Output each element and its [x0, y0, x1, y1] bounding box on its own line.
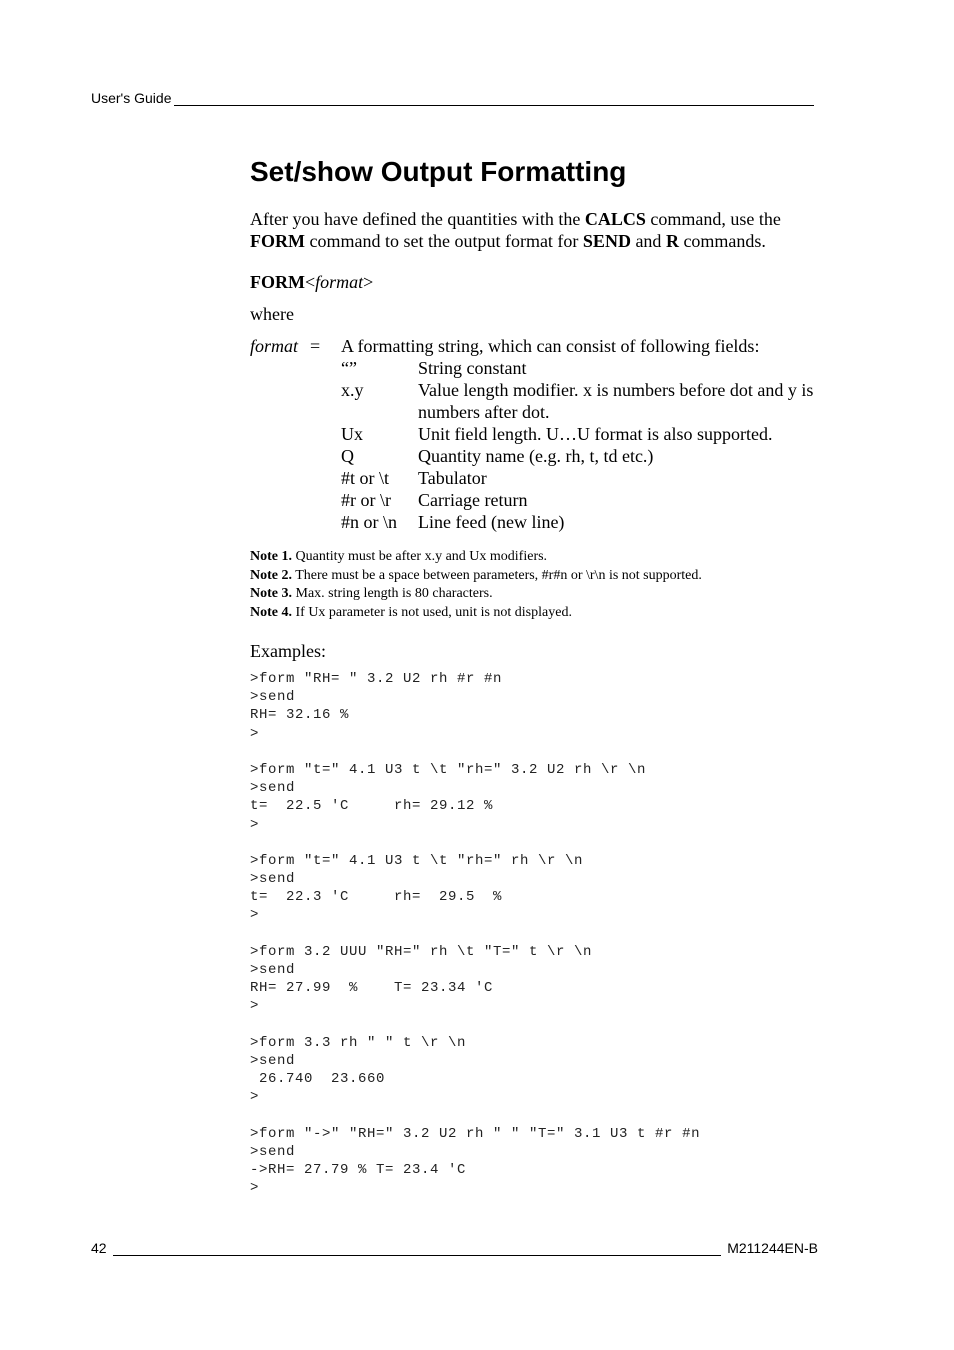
where-label: where [250, 304, 294, 324]
note-item [250, 567, 830, 586]
example-line: >form "t=" 4.1 U3 t \t "rh=" 3.2 U2 rh \r \n [250, 761, 647, 778]
example-line: >form "->" "RH=" 3.2 U2 rh " " "T=" 3.1 U3 t #r #n [250, 1125, 701, 1142]
r-command: R [665, 231, 679, 251]
example-line: >form "RH= " 3.2 U2 rh #r #n [250, 671, 503, 687]
example-line: >form 3.2 UUU "RH=" rh \t "T=" t \r \n [250, 943, 593, 960]
definition-description: A formatting string, which can consist of following fields: [341, 336, 760, 356]
field-code: x.y [341, 380, 364, 400]
page-number: 42 [91, 1240, 107, 1256]
field-description: Value length modifier. x is numbers before dot and y is numbers after dot. [418, 380, 814, 422]
example-line: > [250, 907, 260, 924]
notes-list [250, 548, 830, 622]
field-code: #r or \r [341, 490, 391, 510]
example-block [250, 852, 830, 925]
example-line: >form "t=" 4.1 U3 t \t "rh=" rh \r \n [250, 852, 584, 869]
examples-label: Examples: [250, 641, 326, 661]
footer-rule [113, 1243, 722, 1256]
field-description: Tabulator [418, 468, 487, 488]
example-line: >send [250, 1052, 296, 1069]
header-title: User's Guide [91, 90, 172, 106]
note-text: Quantity must be after x.y and Ux modifiers. [292, 549, 548, 564]
example-line: RH= 27.99 % T= 23.34 'C [250, 980, 494, 997]
format-field-row [341, 467, 830, 489]
example-line: >send [250, 871, 296, 888]
example-line: t= 22.5 'C rh= 29.12 % [250, 798, 494, 815]
example-block [250, 761, 830, 834]
examples-list [250, 670, 830, 1197]
field-code: Q [341, 446, 354, 466]
note-text: There must be a space between parameters, #r#n or \r\n is not supported. [292, 567, 702, 583]
field-code: #t or \t [341, 468, 389, 488]
note-label: Note 2. [250, 567, 292, 583]
example-block [250, 670, 830, 743]
command-syntax: FORM<format> [250, 272, 374, 292]
example-line: >send [250, 689, 296, 706]
field-description: Carriage return [418, 490, 528, 510]
example-line: > [250, 725, 260, 742]
note-label: Note 3. [250, 586, 292, 601]
field-description: String constant [418, 358, 527, 378]
example-line: ->RH= 27.79 % T= 23.4 'C [250, 1162, 467, 1179]
field-description: Line feed (new line) [418, 512, 565, 532]
form-command: FORM [250, 231, 305, 251]
example-line: t= 22.3 'C rh= 29.5 % [250, 889, 503, 906]
note-text: Max. string length is 80 characters. [292, 586, 493, 601]
note-label: Note 4. [250, 604, 292, 620]
example-line: > [250, 1180, 260, 1197]
send-command: SEND [582, 231, 631, 251]
example-line: RH= 32.16 % [250, 707, 350, 724]
format-field-list [341, 357, 830, 533]
format-field-row [341, 445, 830, 467]
note-item [250, 604, 830, 623]
example-line: >send [250, 780, 296, 797]
note-item [250, 548, 830, 567]
field-description: Quantity name (e.g. rh, t, td etc.) [418, 446, 654, 466]
format-field-row [341, 511, 830, 533]
field-description: Unit field length. U…U format is also supported. [418, 424, 773, 444]
header-rule [174, 93, 814, 106]
format-definition [250, 335, 830, 533]
format-field-row [341, 489, 830, 511]
calcs-command: CALCS [584, 209, 646, 229]
format-field-row [341, 357, 830, 379]
field-code: #n or \n [341, 512, 397, 532]
example-line: >send [250, 962, 296, 978]
example-block [250, 1034, 830, 1107]
section-title: Set/show Output Formatting [250, 156, 627, 187]
page-footer [91, 1240, 818, 1256]
definition-equals: = [310, 336, 321, 356]
field-code: Ux [341, 424, 363, 444]
page-content [250, 150, 830, 1197]
example-block [250, 943, 830, 1016]
example-line: > [250, 998, 260, 1015]
document-id: M211244EN-B [727, 1240, 818, 1256]
field-code: “” [341, 358, 357, 378]
example-line: >form 3.3 rh " " t \r \n [250, 1034, 467, 1051]
example-block [250, 1125, 830, 1198]
definition-term: format [250, 336, 299, 356]
example-line: > [250, 816, 260, 833]
page-header [91, 90, 814, 106]
note-text: If Ux parameter is not used, unit is not displayed. [292, 604, 572, 620]
example-line: > [250, 1089, 260, 1106]
intro-paragraph: After you have defined the quantities with the CALCS command, use the FORM command to set the output format for SEND and R commands. [250, 209, 781, 251]
example-line: >send [250, 1143, 296, 1160]
note-label: Note 1. [250, 549, 292, 564]
note-item [250, 585, 830, 604]
format-field-row [341, 423, 830, 445]
example-line: 26.740 23.660 [250, 1071, 386, 1088]
format-field-row [341, 379, 830, 423]
